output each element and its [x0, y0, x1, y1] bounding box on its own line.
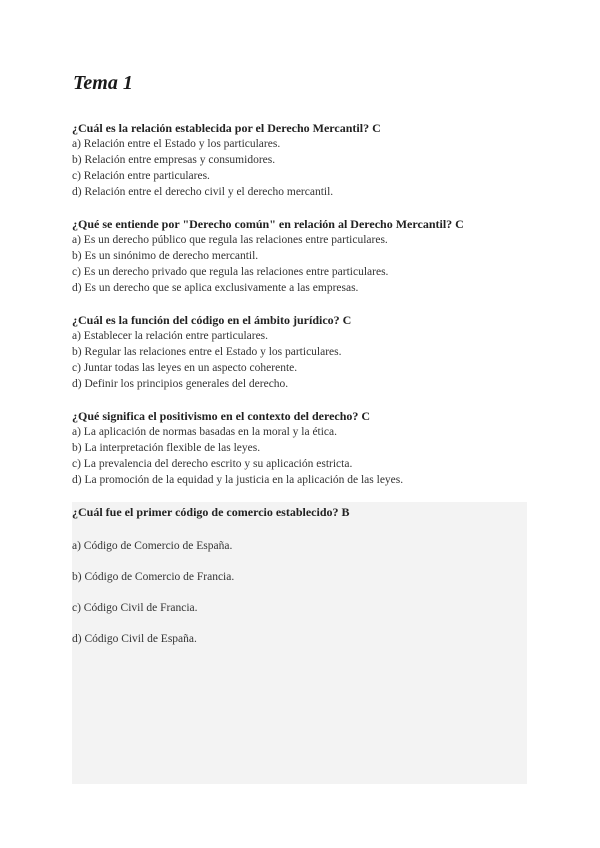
option-d: d) Definir los principios generales del derecho. [72, 378, 289, 390]
option-b: b) Código de Comercio de Francia. [72, 571, 235, 583]
option-a: a) Es un derecho público que regula las relaciones entre particulares. [72, 234, 388, 246]
question-text: ¿Cuál es la relación establecida por el Derecho Mercantil? C [72, 121, 381, 135]
question-block-1 [72, 120, 527, 200]
option-d: d) Código Civil de España. [72, 633, 197, 645]
question-block-3 [72, 312, 527, 392]
option-d: d) La promoción de la equidad y la justicia en la aplicación de las leyes. [72, 474, 404, 486]
option-b: b) Regular las relaciones entre el Estado y los particulares. [72, 346, 342, 358]
question-block-4 [72, 408, 527, 488]
option-a: a) Código de Comercio de España. [72, 540, 233, 552]
option-a: a) Relación entre el Estado y los particulares. [72, 138, 281, 150]
option-a: a) Establecer la relación entre particulares. [72, 330, 269, 342]
option-c: c) Código Civil de Francia. [72, 602, 198, 614]
question-block-2 [72, 216, 527, 296]
option-b: b) Es un sinónimo de derecho mercantil. [72, 250, 259, 262]
option-b: b) La interpretación flexible de las leyes. [72, 442, 261, 454]
question-text: ¿Qué significa el positivismo en el contexto del derecho? C [72, 409, 371, 423]
option-d: d) Relación entre el derecho civil y el derecho mercantil. [72, 186, 334, 198]
question-text: ¿Cuál es la función del código en el ámbito jurídico? C [72, 313, 352, 327]
option-d: d) Es un derecho que se aplica exclusivamente a las empresas. [72, 282, 359, 294]
question-block-5 [72, 502, 527, 784]
question-text: ¿Cuál fue el primer código de comercio establecido? B [72, 505, 350, 519]
option-c: c) Relación entre particulares. [72, 170, 210, 182]
option-c: c) Juntar todas las leyes en un aspecto coherente. [72, 362, 298, 374]
question-text: ¿Qué se entiende por "Derecho común" en relación al Derecho Mercantil? C [72, 217, 464, 231]
option-b: b) Relación entre empresas y consumidores. [72, 154, 276, 166]
option-a: a) La aplicación de normas basadas en la moral y la ética. [72, 426, 338, 438]
page-title: Tema 1 [73, 72, 133, 94]
option-c: c) Es un derecho privado que regula las relaciones entre particulares. [72, 266, 389, 278]
option-c: c) La prevalencia del derecho escrito y su aplicación estricta. [72, 458, 353, 470]
